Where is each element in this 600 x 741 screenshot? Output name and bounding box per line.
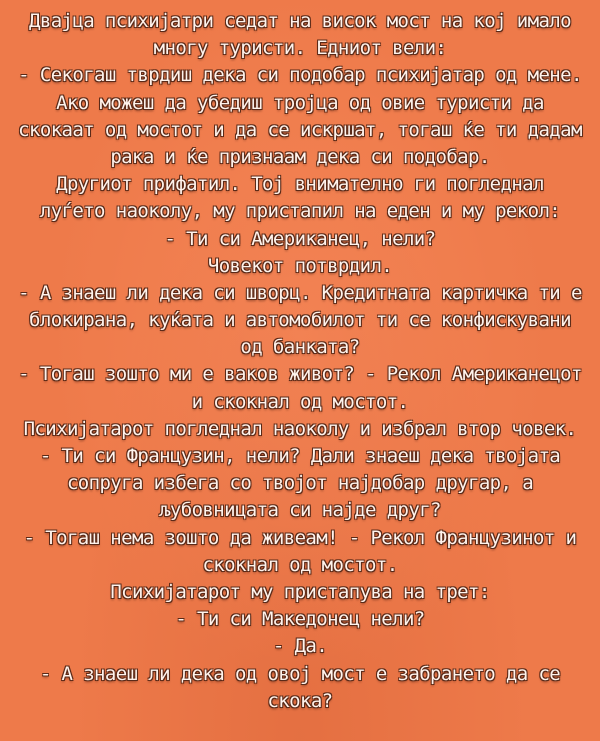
joke-line: - Секогаш тврдиш дека си подобар психијатар од мене. (18, 64, 582, 87)
joke-line: Другиот прифатил. Тој внимателно ги погледнал (56, 173, 544, 196)
joke-line: - Да. (272, 635, 328, 658)
joke-text-block (0, 8, 600, 741)
joke-line: рака и ќе признаам дека си подобар. (110, 145, 490, 168)
joke-line: Психијатарот погледнал наоколу и избрал втор човек. (23, 417, 577, 440)
joke-line: од банката? (240, 336, 360, 359)
joke-line: - А знаеш ли дека од овој мост е забрането да се (39, 662, 561, 685)
joke-line: - Ти си Македонец нели? (175, 608, 425, 631)
joke-line: скока? (267, 689, 333, 712)
joke-line: блокирана, куќата и автомобилот ти се конфискувани (29, 309, 571, 332)
joke-line: луѓето наоколу, му пристапил на еден и му рекол: (39, 200, 561, 223)
joke-line: Двајца психијатри седат на висок мост на кој имало (29, 10, 571, 32)
joke-line: - Тогаш нема зошто да живеам! - Рекол Французинот и (23, 526, 577, 549)
joke-line: љубовницата си најде друг? (159, 499, 441, 522)
joke-line: - А знаеш ли дека си шворц. Кредитната картичка ти е (18, 281, 582, 304)
joke-line: многу туристи. Едниот вели: (153, 37, 447, 60)
joke-line: сопруга избега со твојот најдобар другар, а (66, 472, 534, 495)
joke-line: скокаат од мостот и да се искршат, тогаш ќе ти дадам (18, 118, 582, 141)
joke-line: - Ти си Французин, нели? Дали знаеш дека твојата (39, 445, 561, 467)
joke-line: - Тогаш зошто ми е ваков живот? - Рекол Американецот (18, 363, 582, 386)
joke-line: скокнал од мостот. (202, 553, 398, 576)
joke-line: - Ти си Американец, нели? (164, 227, 436, 250)
joke-line: Психијатарот му пристапува на трет: (110, 580, 490, 603)
joke-line: и скокнал од мостот. (191, 390, 409, 413)
joke-line: Човекот потврдил. (207, 254, 393, 277)
joke-line: Ако можеш да убедиш тројца од овие туристи да (56, 91, 544, 114)
